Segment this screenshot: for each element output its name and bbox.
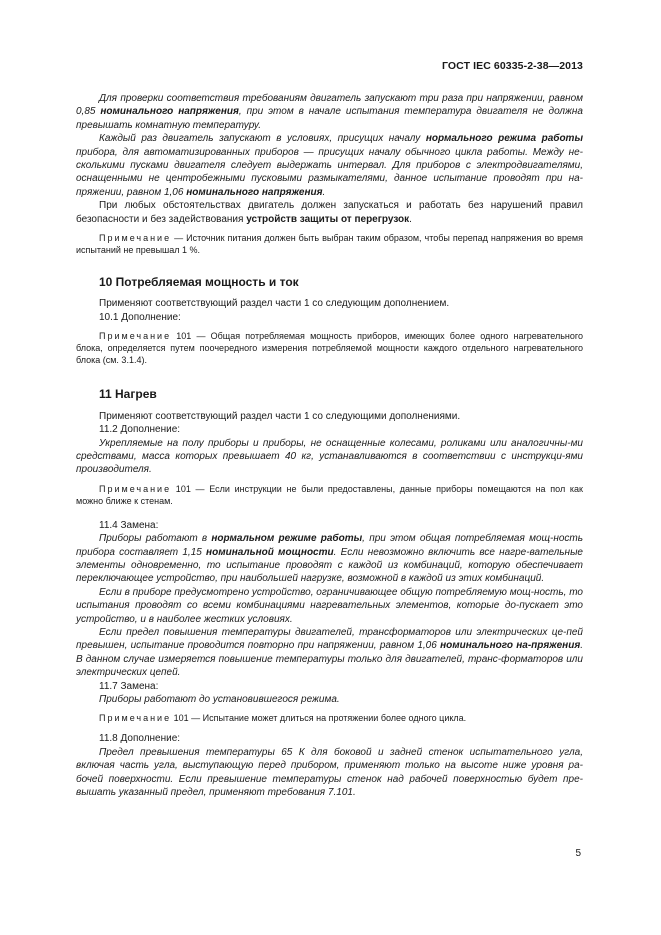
note — [76, 483, 583, 507]
term-bold: номинального напряжения — [100, 106, 239, 118]
paragraph — [76, 626, 583, 680]
term-bold: нормальном режиме работы — [211, 533, 363, 545]
text-run: прибора, для автоматизированных приборов — присущих началу обычного цикла работы. Между не-сколькими пусками двигателя следует выдержать интервал. Для приборов с электродвигателями, оснащенными не центробежными пусковыми размыкателями, данное испытание проводят при на-пряжении, равном 1,06 — [76, 146, 583, 198]
note — [76, 232, 583, 256]
section-heading: 10 Потребляемая мощность и ток — [99, 275, 299, 290]
note-text: 101 — Если инструкции не были предоставлены, данные приборы помещаются на пол как можно ближе к стенам. — [76, 483, 583, 506]
text-run: Каждый раз двигатель запускают в условиях, присущих началу — [99, 133, 426, 145]
note-text: 101 — Общая потребляемая мощность приборов, имеющих более одного нагревательного блока, определяется путем поочередного измерения потребляемой мощности каждого отдельного нагревательного блока (см. 3.1.4). — [76, 331, 583, 366]
paragraph: 11.7 Замена: — [99, 680, 159, 692]
note-label: Примечание — [99, 713, 172, 724]
note — [76, 712, 583, 724]
term-bold: номинального на-пряжения — [440, 640, 581, 652]
note-label: Примечание — [99, 233, 172, 244]
paragraph — [76, 199, 583, 226]
text-run: , при этом в начале испытания температура двигателя не должна превышать комнатную температуру. — [76, 106, 583, 131]
section-heading: 11 Нагрев — [99, 387, 157, 402]
note-label: Примечание — [99, 483, 172, 494]
note — [76, 330, 583, 366]
paragraph: 11.2 Дополнение: — [99, 424, 181, 436]
paragraph: 11.4 Замена: — [99, 519, 159, 531]
term-bold: устройств защиты от перегрузок — [246, 213, 410, 225]
text-run: , при этом общая потребляемая мощ-ность прибора составляет 1,15 — [76, 533, 583, 558]
text-run: При любых обстоятельствах двигатель должен запускаться и работать без нарушений правил безопасности и без задействования — [76, 200, 583, 225]
paragraph — [76, 532, 583, 586]
paragraph: Применяют соответствующий раздел части 1 со следующим дополнением. — [99, 298, 450, 310]
paragraph: 10.1 Дополнение: — [99, 311, 181, 323]
note-label: Примечание — [99, 331, 172, 342]
term-bold: нормального режима работы — [425, 133, 583, 145]
paragraph: Приборы работают до установившегося режима. — [99, 694, 340, 705]
term-bold: номинальной мощности — [206, 546, 334, 558]
text-run: . Если невозможно включить все нагре-вательные элементы одновременно, то испытание проводят с каждой из комбинаций, которую обеспечивает переключающее устройство, при наибольшей нагрузке, возможной в каждой из этих комбинаций. — [76, 546, 583, 585]
text-run: Для проверки соответствия требованиям двигатель запускают три раза при напряжении, равном 0,85 — [76, 93, 583, 118]
text-run: Если предел повышения температуры двигателей, трансформаторов или электрических це-пей превышен, испытание проводится повторно при напряжении, равном 1,06 — [76, 626, 583, 652]
document-header: ГОСТ IEC 60335-2-38—2013 — [441, 60, 583, 72]
paragraph: Если в приборе предусмотрено устройство, ограничивающее общую потребляемую мощ-ность, то испытания проводят со всеми комбинациями нагревательных элементов, которые до-пускает это устройство, и в наиболее жестких условиях. — [76, 586, 583, 625]
text-run: Приборы работают в — [99, 533, 212, 545]
text-run: . В данном случае измеряется повышение температуры только для двигателей, транс-форматоров или электрических цепей. — [76, 640, 583, 679]
paragraph — [76, 92, 583, 132]
term-bold: номинального напряжения — [186, 186, 323, 198]
page-content — [76, 92, 583, 799]
paragraph: Предел превышения температуры 65 К для боковой и задней стенок испытательного угла, включая часть угла, выступающую перед прибором, применяют только на высоте ниже уровня ра-бочей поверхности. Если превышение температуры стенок над рабочей поверхностью будет пре-вышать указанный предел, применяют требования 7.101. — [76, 746, 583, 799]
paragraph: Укрепляемые на полу приборы и приборы, не оснащенные колесами, роликами или аналогичны-ми средствами, масса которых превышает 40 кг, устанавливаются в соответствии с инструкци-ями производителя. — [76, 437, 583, 476]
note-text: 101 — Испытание может длиться на протяжении более одного цикла. — [171, 713, 467, 724]
note-text: — Источник питания должен быть выбран таким образом, чтобы перепад напряжения во время испытаний не превышал 1 %. — [76, 233, 583, 256]
paragraph: 11.8 Дополнение: — [99, 733, 181, 745]
paragraph — [76, 132, 583, 199]
text-run: . — [322, 186, 326, 198]
page-number: 5 — [575, 848, 581, 859]
paragraph: Применяют соответствующий раздел части 1 со следующими дополнениями. — [99, 410, 461, 422]
text-run: . — [409, 213, 412, 225]
